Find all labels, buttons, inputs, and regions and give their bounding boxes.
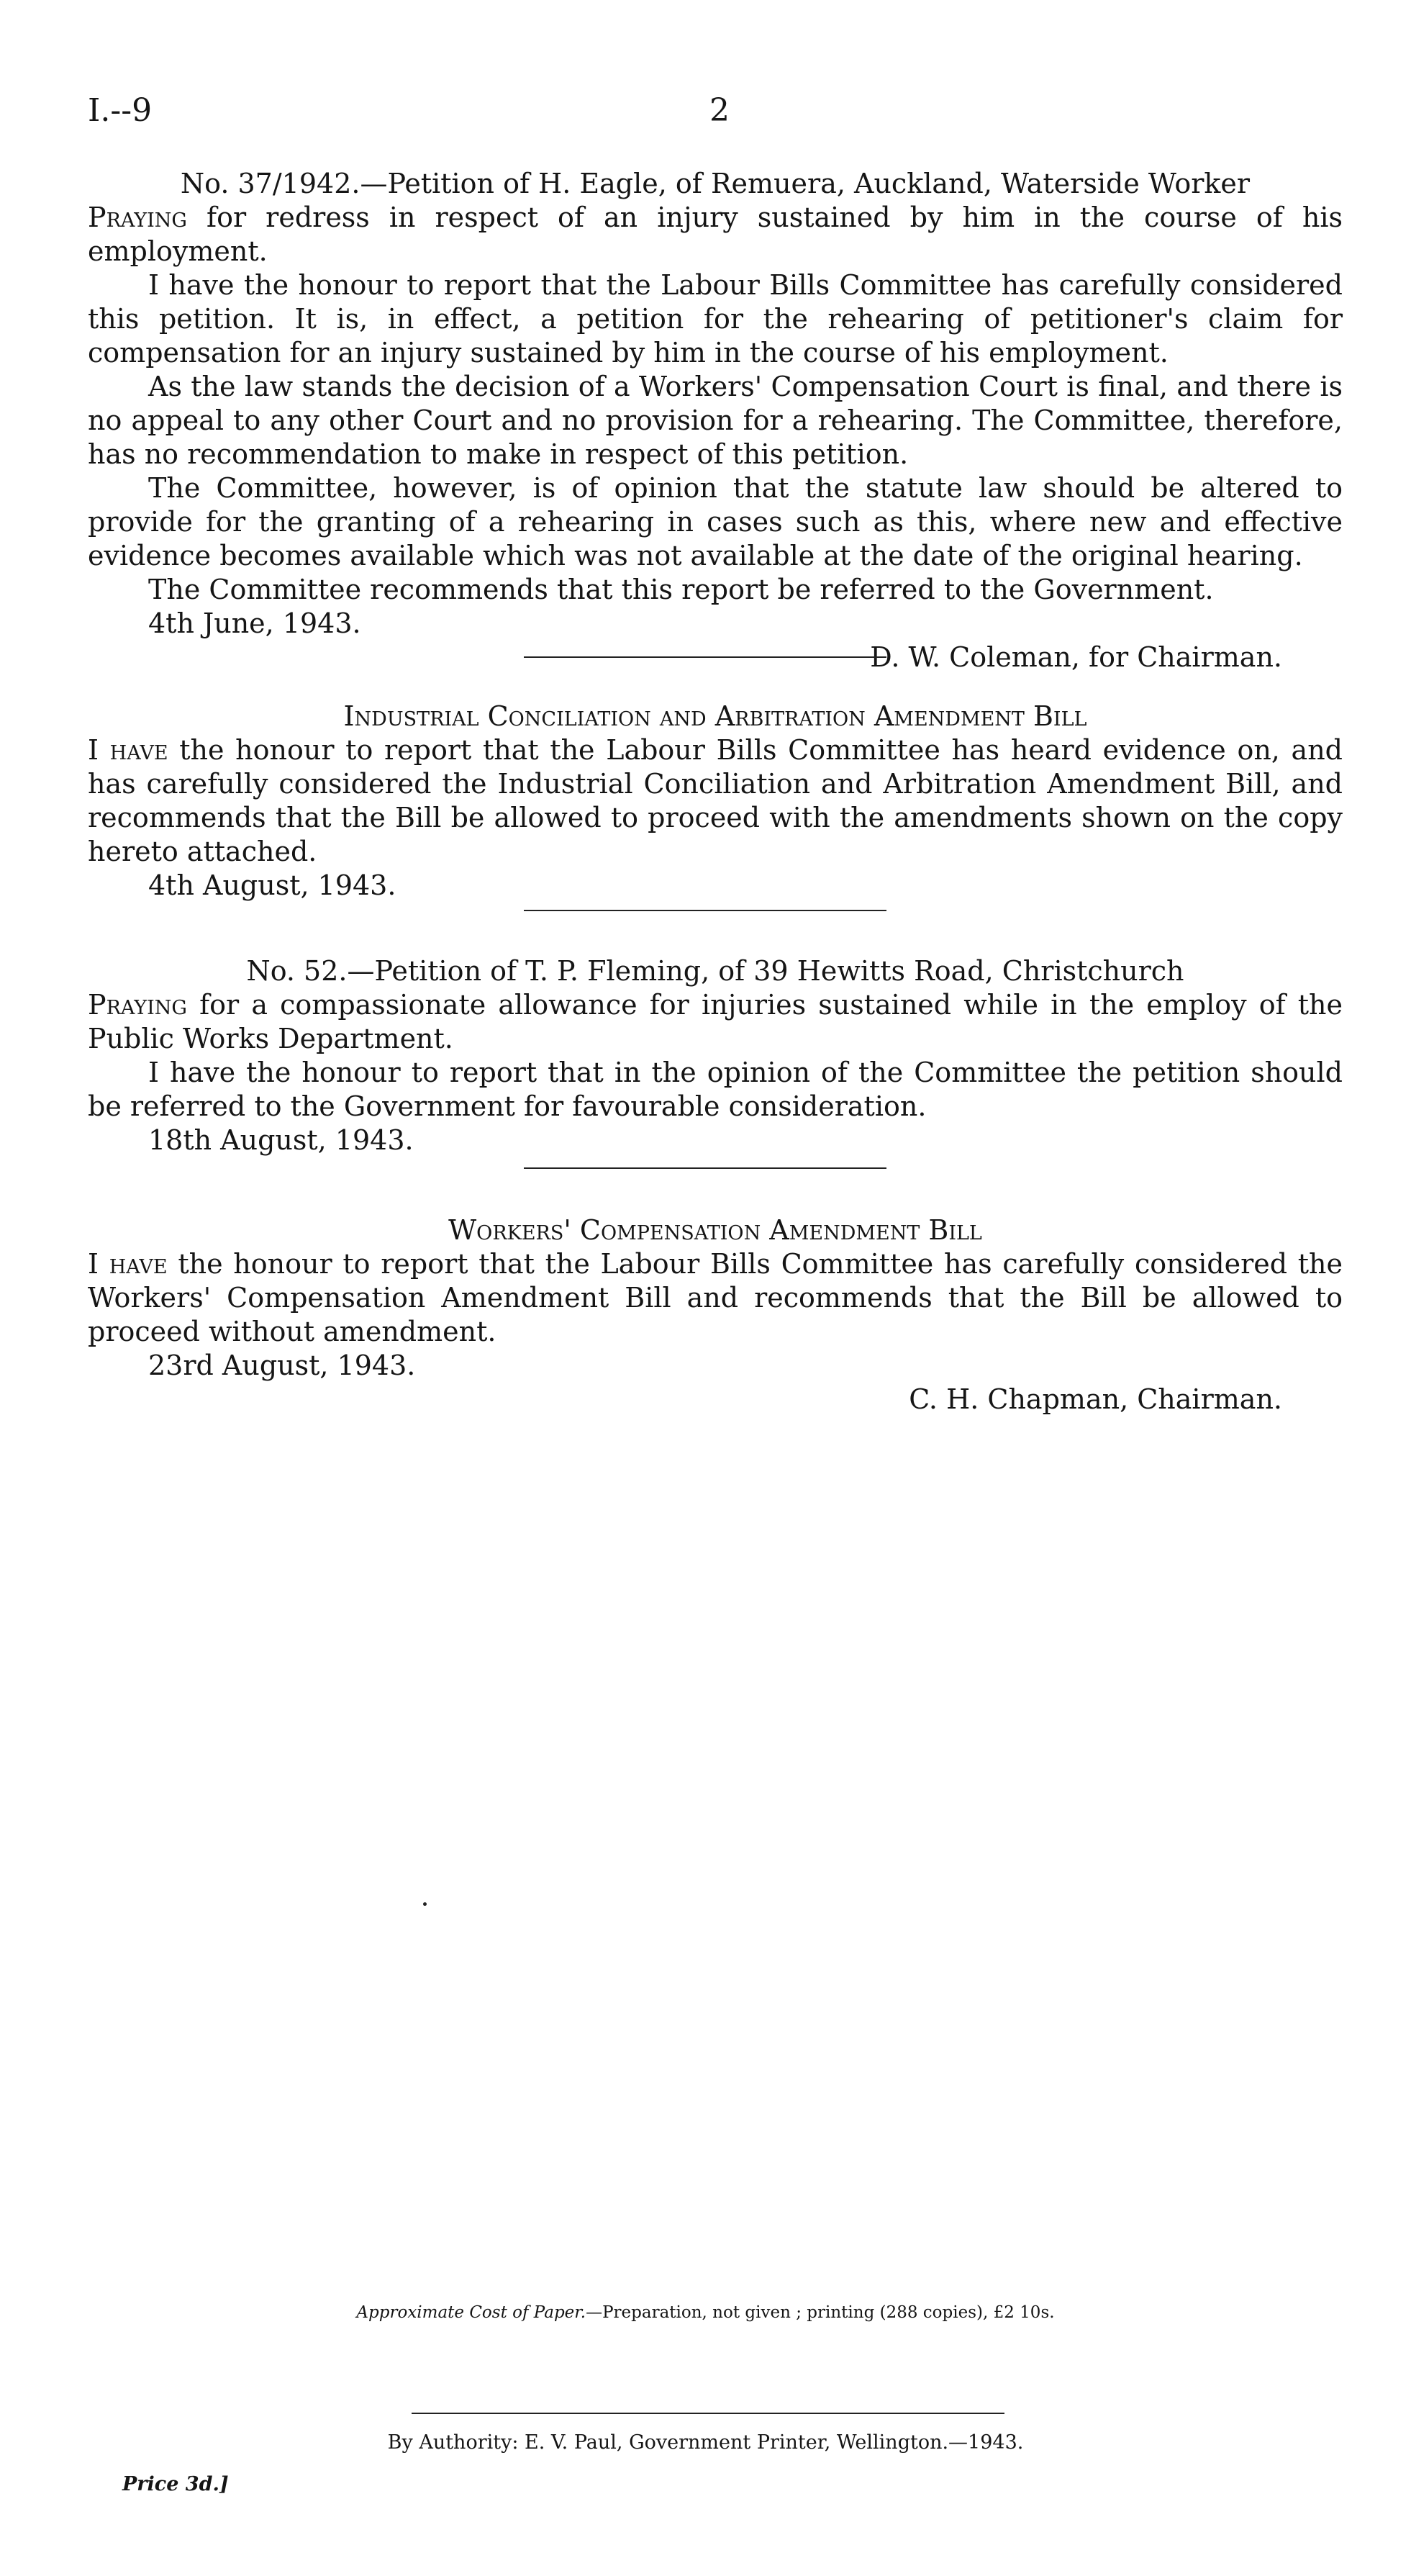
page-reference: I.--9	[88, 92, 153, 129]
report-date: 18th August, 1943.	[148, 1124, 414, 1156]
printer-authority: By Authority: E. V. Paul, Government Printer, Wellington.—1943.	[387, 2431, 1024, 2454]
section-petition-37	[88, 167, 1343, 674]
section-heading: No. 52.—Petition of T. P. Fleming, of 39 Hewitts Road, Christchurch	[246, 955, 1184, 987]
report-date: 4th August, 1943.	[148, 869, 396, 901]
signature: C. H. Chapman, Chairman.	[909, 1383, 1282, 1415]
paragraph: I have the honour to report that the Labour Bills Committee has carefully considered this petition. It is, in effect, a petition for the rehearing of petitioner's claim for compensation for an injury sustained by him in the course of his employment.	[88, 269, 1343, 369]
report-date: 23rd August, 1943.	[148, 1350, 416, 1381]
paragraph	[88, 733, 1343, 869]
paragraph-text: the honour to report that the Labour Bills Committee has heard evidence on, and has carefully considered the Industrial Conciliation and Arbitration Amendment Bill, and recommends that the Bill be allowed to proceed with the amendments shown on the copy hereto attached.	[88, 734, 1343, 867]
paragraph-lead: I have	[88, 1248, 168, 1280]
praying-lead: Praying	[88, 202, 187, 233]
paragraph: I have the honour to report that in the opinion of the Committee the petition should be referred to the Government for favourable consideration.	[88, 1057, 1343, 1122]
paragraph: The Committee recommends that this report be referred to the Government.	[148, 574, 1214, 605]
section-divider	[524, 656, 886, 658]
section-divider	[524, 1167, 886, 1169]
section-industrial-bill	[88, 700, 1343, 903]
section-heading: Workers' Compensation Amendment Bill	[448, 1214, 982, 1246]
price: Price 3d.]	[122, 2473, 229, 2495]
praying-paragraph	[88, 201, 1343, 268]
praying-lead: Praying	[88, 989, 187, 1021]
section-petition-52	[88, 954, 1343, 1157]
section-divider	[524, 910, 886, 911]
paragraph: As the law stands the decision of a Workers' Compensation Court is final, and there is no appeal to any other Court and no provision for a rehearing. The Committee, therefore, has no recommendation to make in respect of this petition.	[88, 371, 1343, 470]
paragraph	[88, 1247, 1343, 1349]
praying-paragraph	[88, 988, 1343, 1056]
signature: D. W. Coleman, for Chairman.	[870, 641, 1282, 673]
report-date: 4th June, 1943.	[148, 607, 361, 639]
cost-note	[0, 2303, 1411, 2322]
section-heading: Industrial Conciliation and Arbitration Amendment Bill	[343, 700, 1087, 732]
section-workers-bill	[88, 1214, 1343, 1416]
cost-label: Approximate Cost of Paper.	[356, 2303, 586, 2322]
stray-mark	[423, 1902, 427, 1906]
paragraph-lead: I have	[88, 734, 168, 766]
praying-text: for a compassionate allowance for injuries sustained while in the employ of the Public Works Department.	[88, 989, 1343, 1054]
footer-divider	[412, 2413, 1004, 2414]
paragraph: The Committee, however, is of opinion that the statute law should be altered to provide for the granting of a rehearing in cases such as this, where new and effective evidence becomes available which was not available at the date of the original hearing.	[88, 472, 1343, 571]
paragraph-text: the honour to report that the Labour Bills Committee has carefully considered the Workers' Compensation Amendment Bill and recommends that the Bill be allowed to proceed without amendment.	[88, 1248, 1343, 1347]
praying-text: for redress in respect of an injury sustained by him in the course of his employment.	[88, 202, 1343, 267]
page-number: 2	[709, 92, 730, 129]
section-heading: No. 37/1942.—Petition of H. Eagle, of Remuera, Auckland, Waterside Worker	[180, 168, 1251, 199]
cost-text: —Preparation, not given ; printing (288 copies), £2 10s.	[586, 2303, 1055, 2322]
